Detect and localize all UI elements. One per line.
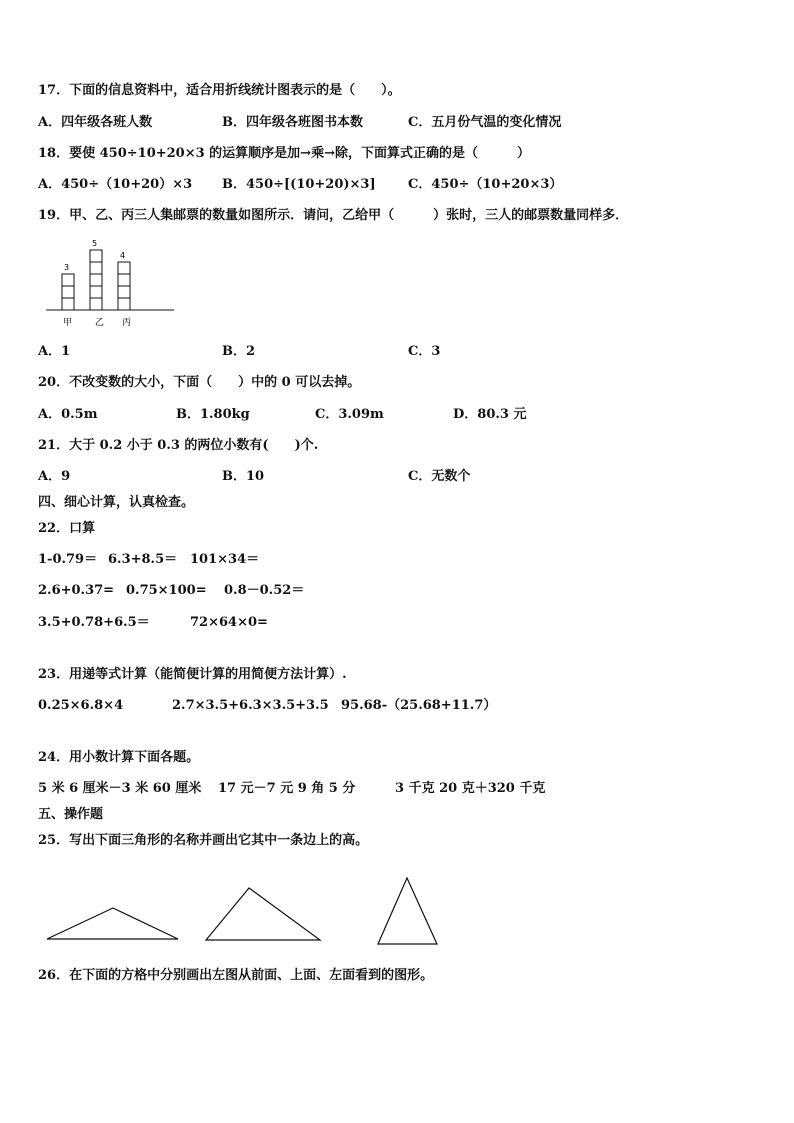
q17-option-a: A．四年级各班人数 xyxy=(38,115,153,130)
question-21-stem: 21．大于 0.2 小于 0.3 的两位小数有( )个. xyxy=(38,438,319,453)
q19-option-c: C．3 xyxy=(408,344,441,359)
q17-option-c: C．五月份气温的变化情况 xyxy=(408,115,562,130)
q22-item: 6.3+8.5＝ xyxy=(108,552,178,567)
q22-item: 3.5+0.78+6.5＝ xyxy=(38,615,150,630)
count-jia: 3 xyxy=(64,263,70,272)
right-triangle xyxy=(206,888,320,940)
label-jia: 甲 xyxy=(63,318,73,328)
question-22-stem: 22．口算 xyxy=(38,521,96,536)
section-5-heading: 五、操作题 xyxy=(38,807,104,822)
q23-item: 2.7×3.5+6.3×3.5+3.5 xyxy=(172,698,329,713)
q22-item: 72×64×0= xyxy=(190,615,268,630)
question-17-stem: 17．下面的信息资料中，适合用折线统计图表示的是（ ）。 xyxy=(38,83,401,98)
question-24-stem: 24．用小数计算下面各题。 xyxy=(38,750,200,765)
q24-item: 5 米 6 厘米－3 米 60 厘米 xyxy=(38,781,202,796)
q23-item: 95.68-（25.68+11.7） xyxy=(341,698,497,713)
bar-yi xyxy=(90,250,102,310)
section-4-heading: 四、细心计算，认真检查。 xyxy=(38,495,195,510)
q22-item: 0.8－0.52＝ xyxy=(224,583,305,598)
q22-item: 2.6+0.37= xyxy=(38,583,115,598)
q22-item: 101×34＝ xyxy=(190,552,260,567)
bar-bing xyxy=(118,262,130,310)
count-bing: 4 xyxy=(120,251,126,260)
q21-option-a: A．9 xyxy=(38,469,71,484)
q19-option-a: A．1 xyxy=(38,344,71,359)
stamp-count-figure xyxy=(40,236,180,330)
bar-jia xyxy=(62,274,74,310)
triangles-figure xyxy=(0,870,794,950)
q22-item: 1-0.79＝ xyxy=(38,552,98,567)
label-bing: 丙 xyxy=(122,318,132,328)
question-20-stem: 20．不改变数的大小，下面（ ）中的 0 可以去掉。 xyxy=(38,375,361,390)
question-25-stem: 25．写出下面三角形的名称并画出它其中一条边上的高。 xyxy=(38,833,369,848)
q17-option-b: B．四年级各班图书本数 xyxy=(222,115,363,130)
obtuse-triangle xyxy=(47,908,178,939)
question-19-stem: 19．甲、乙、丙三人集邮票的数量如图所示．请问，乙给甲（ ）张时，三人的邮票数量同样多． xyxy=(38,208,629,223)
q20-option-a: A．0.5m xyxy=(38,407,98,422)
question-18-stem: 18．要使 450÷10+20×3 的运算顺序是加→乘→除，下面算式正确的是（ ） xyxy=(38,146,530,161)
question-26-stem: 26．在下面的方格中分别画出左图从前面、上面、左面看到的图形。 xyxy=(38,968,434,983)
q19-option-b: B．2 xyxy=(222,344,256,359)
q20-option-c: C．3.09m xyxy=(315,407,384,422)
q24-item: 17 元－7 元 9 角 5 分 xyxy=(218,781,356,796)
question-23-stem: 23．用递等式计算（能简便计算的用简便方法计算）. xyxy=(38,667,347,682)
q21-option-b: B．10 xyxy=(222,469,265,484)
count-yi: 5 xyxy=(92,239,98,248)
q22-item: 0.75×100= xyxy=(126,583,207,598)
acute-triangle xyxy=(378,878,437,944)
q24-item: 3 千克 20 克＋320 千克 xyxy=(395,781,546,796)
q20-option-b: B．1.80kg xyxy=(176,407,250,422)
q21-option-c: C．无数个 xyxy=(408,469,471,484)
q18-option-a: A．450÷（10+20）×3 xyxy=(38,177,193,192)
q18-option-c: C．450÷（10+20×3） xyxy=(408,177,563,192)
label-yi: 乙 xyxy=(95,318,105,328)
q18-option-b: B．450÷[(10+20)×3] xyxy=(222,177,376,192)
q23-item: 0.25×6.8×4 xyxy=(38,698,124,713)
q20-option-d: D．80.3 元 xyxy=(453,407,527,422)
